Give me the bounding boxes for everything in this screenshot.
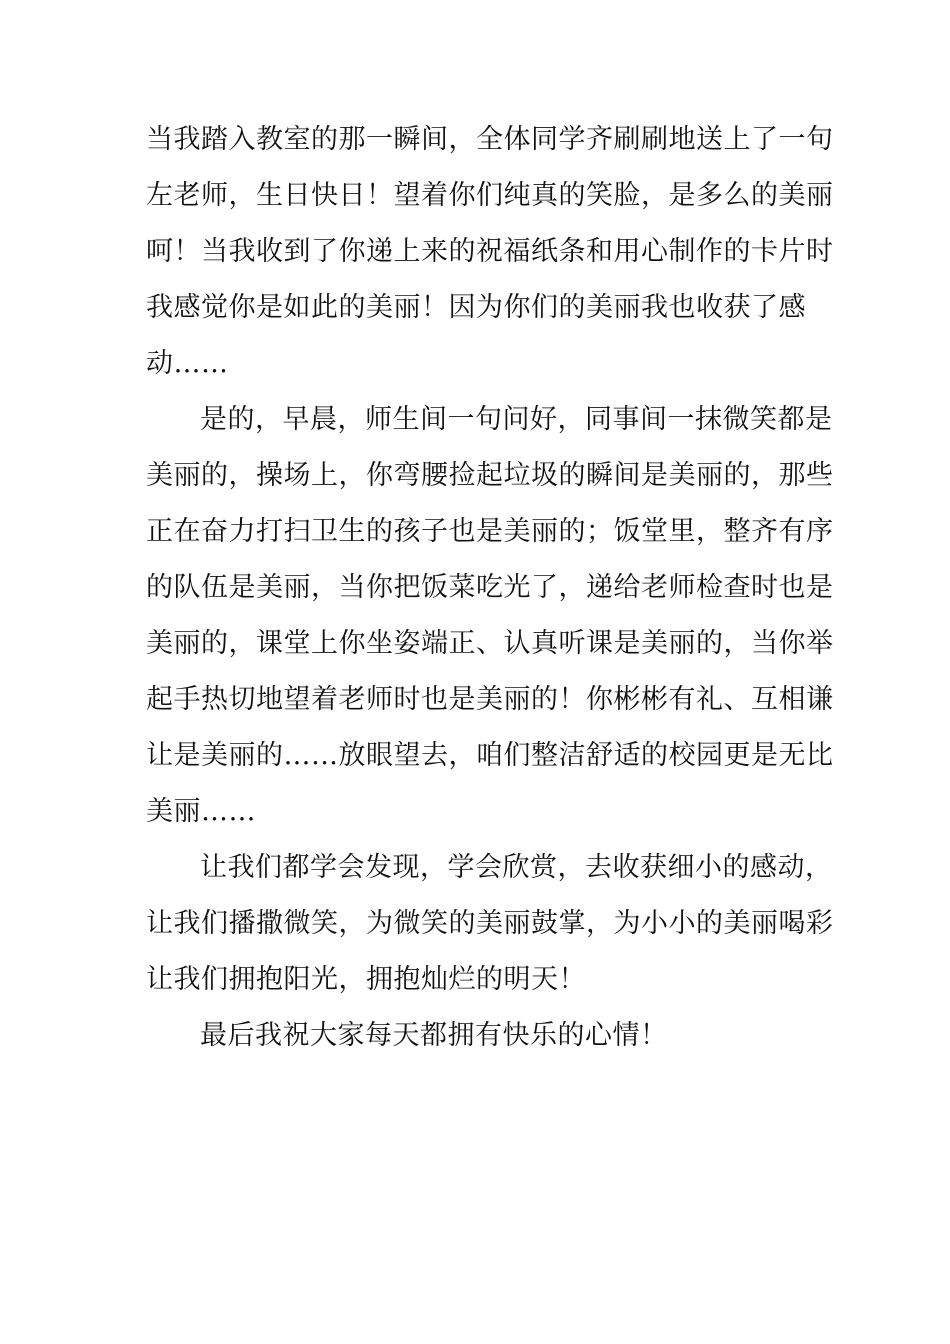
paragraph-line: 左老师，生日快日！望着你们纯真的笑脸，是多么的美丽 <box>146 180 834 211</box>
paragraph-line: 让我们拥抱阳光，拥抱灿烂的明天！ <box>146 964 586 995</box>
paragraph-line: 美丽的，操场上，你弯腰捡起垃圾的瞬间是美丽的，那些 <box>146 460 834 491</box>
paragraph-line: 美丽…… <box>146 796 256 827</box>
paragraph-line: 最后我祝大家每天都拥有快乐的心情！ <box>200 1020 668 1051</box>
paragraph-line: 的队伍是美丽，当你把饭菜吃光了，递给老师检查时也是 <box>146 572 834 603</box>
paragraph-line: 让我们播撒微笑，为微笑的美丽鼓掌，为小小的美丽喝彩 <box>146 908 834 939</box>
paragraph-line: 我感觉你是如此的美丽！因为你们的美丽我也收获了感 <box>146 292 806 323</box>
paragraph-line: 美丽的，课堂上你坐姿端正、认真听课是美丽的，当你举 <box>146 628 834 659</box>
paragraph-line: 正在奋力打扫卫生的孩子也是美丽的；饭堂里，整齐有序 <box>146 516 834 547</box>
paragraph-line: 让我们都学会发现，学会欣赏，去收获细小的感动， <box>200 852 833 883</box>
paragraph-line: 呵！当我收到了你递上来的祝福纸条和用心制作的卡片时 <box>146 236 834 267</box>
document-body <box>146 112 834 1064</box>
paragraph-line: 让是美丽的……放眼望去，咱们整洁舒适的校园更是无比 <box>146 740 834 771</box>
paragraph-line: 起手热切地望着老师时也是美丽的！你彬彬有礼、互相谦 <box>146 684 834 715</box>
paragraph-line: 当我踏入教室的那一瞬间，全体同学齐刷刷地送上了一句 <box>146 124 834 155</box>
paragraph-line: 动…… <box>146 348 229 379</box>
paragraph-line: 是的，早晨，师生间一句问好，同事间一抹微笑都是 <box>200 404 833 435</box>
